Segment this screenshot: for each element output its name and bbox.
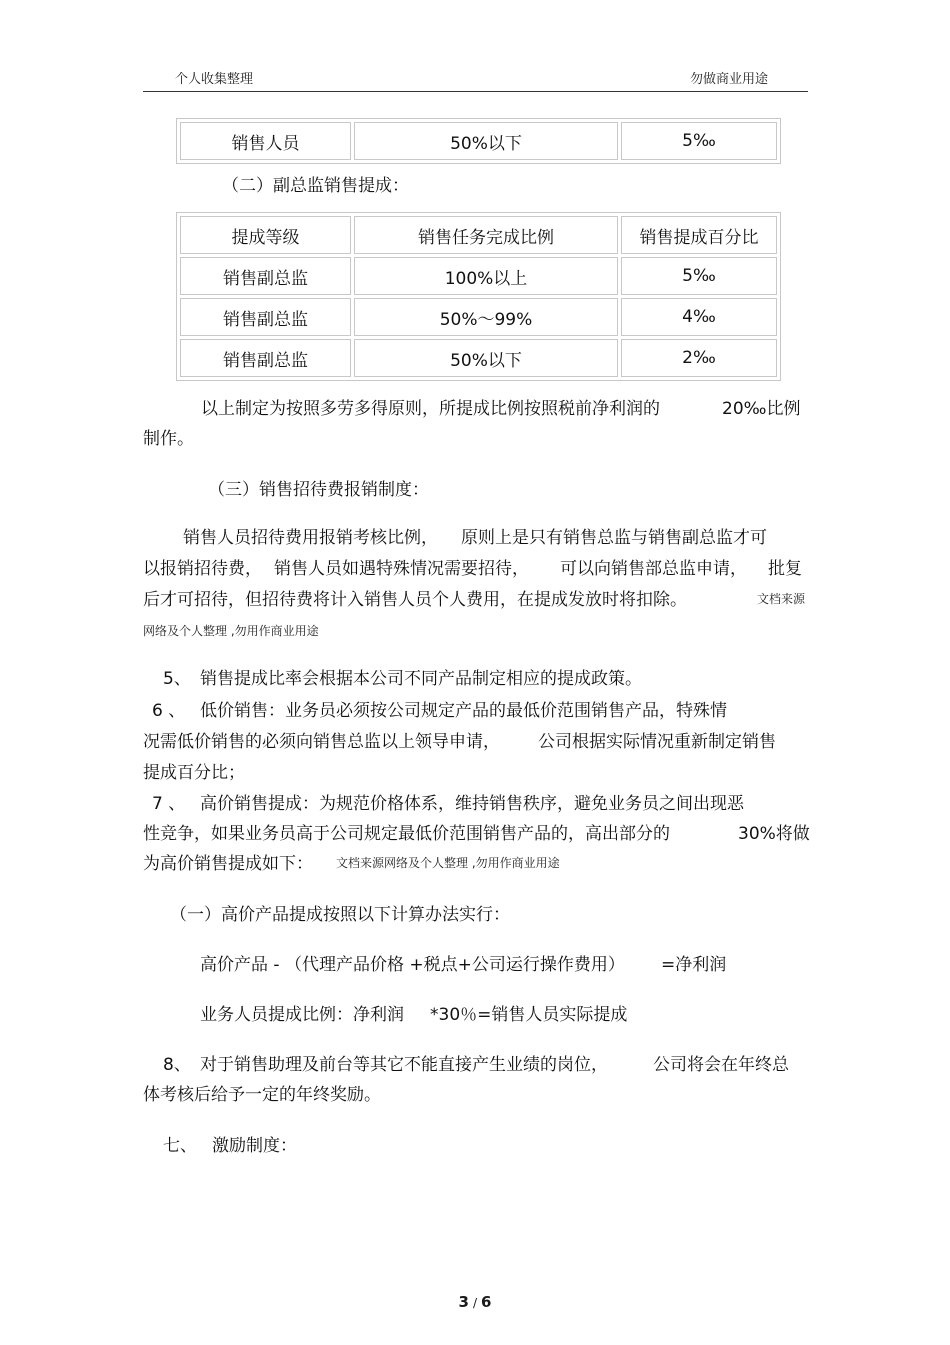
table-cell: 50%以下 <box>354 122 618 160</box>
list-item: 30%将做 <box>738 824 810 844</box>
formula: =净利润 <box>661 955 727 975</box>
section-title: 激励制度： <box>212 1136 297 1156</box>
current-page: 3 <box>458 1293 469 1311</box>
column-header: 销售任务完成比例 <box>354 216 618 254</box>
table-cell: 销售副总监 <box>180 339 351 377</box>
list-item: 况需低价销售的必须向销售总监以上领导申请， <box>143 732 500 752</box>
list-item: 体考核后给予一定的年终奖励。 <box>143 1085 381 1105</box>
list-item: 销售提成比率会根据本公司不同产品制定相应的提成政策。 <box>200 669 642 689</box>
table-cell: 5‰ <box>621 257 777 295</box>
source-note: 文档来源网络及个人整理 ,勿用作商业用途 <box>336 856 560 870</box>
section-number: 七、 <box>163 1136 197 1156</box>
table-cell: 2‰ <box>621 339 777 377</box>
list-item: 公司将会在年终总 <box>653 1055 789 1075</box>
table-cell: 100%以上 <box>354 257 618 295</box>
list-item: 公司根据实际情况重新制定销售 <box>538 732 776 752</box>
list-item: 高价销售提成：为规范价格体系，维持销售秩序，避免业务员之间出现恶 <box>200 794 744 814</box>
table-cell: 销售人员 <box>180 122 351 160</box>
table-row <box>180 298 777 336</box>
paragraph-text: 销售人员如遇特殊情况需要招待， <box>274 559 529 579</box>
table-cell: 50%以下 <box>354 339 618 377</box>
paragraph-text: 20‰比例 <box>722 399 801 419</box>
paragraph-text: 以上制定为按照多劳多得原则，所提成比例按照税前净利润的 <box>201 399 660 419</box>
table-cell: 销售副总监 <box>180 298 351 336</box>
table-row <box>180 339 777 377</box>
commission-table-continued <box>176 118 781 164</box>
formula: 高价产品 - （代理产品价格 +税点+公司运行操作费用） <box>200 955 625 975</box>
list-item: 为高价销售提成如下： <box>143 854 313 874</box>
paragraph-text: 以报销招待费， <box>143 559 262 579</box>
vice-director-commission-table <box>176 212 781 381</box>
total-pages: 6 <box>481 1293 492 1311</box>
page-separator: / <box>472 1296 478 1310</box>
column-header: 提成等级 <box>180 216 351 254</box>
source-note: 网络及个人整理 ,勿用作商业用途 <box>143 624 319 638</box>
list-item: 性竞争，如果业务员高于公司规定最低价范围销售产品的，高出部分的 <box>143 824 670 844</box>
header-divider <box>143 91 808 92</box>
paragraph-text: 后才可招待，但招待费将计入销售人员个人费用，在提成发放时将扣除。 <box>143 590 687 610</box>
paragraph-text: 原则上是只有销售总监与销售副总监才可 <box>461 528 767 548</box>
source-note: 文档来源 <box>757 592 806 606</box>
list-number: 6 、 <box>152 701 186 721</box>
table-cell: 4‰ <box>621 298 777 336</box>
formula: *30％=销售人员实际提成 <box>430 1005 628 1025</box>
list-item: 对于销售助理及前台等其它不能直接产生业绩的岗位， <box>200 1055 608 1075</box>
list-item: 提成百分比； <box>143 763 245 783</box>
list-number: 5、 <box>163 669 191 689</box>
paragraph-text: 批复 <box>768 559 802 579</box>
section-title: （三）销售招待费报销制度： <box>208 480 429 500</box>
column-header: 销售提成百分比 <box>621 216 777 254</box>
table-row <box>180 122 777 160</box>
paragraph-text: 销售人员招待费用报销考核比例， <box>183 528 438 548</box>
header-right: 勿做商业用途 <box>690 72 769 87</box>
subsection-title: （一）高价产品提成按照以下计算办法实行： <box>170 905 510 925</box>
list-number: 8、 <box>163 1055 191 1075</box>
table-cell: 5‰ <box>621 122 777 160</box>
table-row <box>180 257 777 295</box>
paragraph-text: 制作。 <box>143 429 194 449</box>
list-item: 低价销售：业务员必须按公司规定产品的最低价范围销售产品，特殊情 <box>200 701 727 721</box>
table-header-row <box>180 216 777 254</box>
header-left: 个人收集整理 <box>175 72 254 87</box>
section-title: （二）副总监销售提成： <box>222 176 409 196</box>
table-cell: 销售副总监 <box>180 257 351 295</box>
list-number: 7 、 <box>152 794 186 814</box>
formula: 业务人员提成比例：净利润 <box>200 1005 404 1025</box>
page-indicator <box>0 1293 950 1311</box>
table-cell: 50%～99% <box>354 298 618 336</box>
paragraph-text: 可以向销售部总监申请， <box>560 559 747 579</box>
